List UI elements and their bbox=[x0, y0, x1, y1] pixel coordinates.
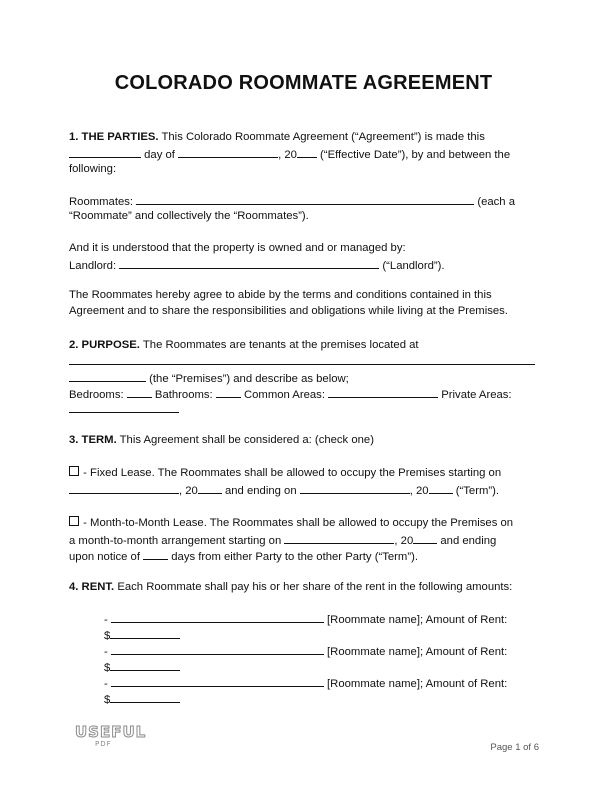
rent-row-dash: - bbox=[104, 646, 108, 658]
owned-line: And it is understood that the property is owned and or managed by: bbox=[69, 242, 406, 254]
parties-line-3: following: bbox=[69, 163, 117, 175]
purpose-address-line bbox=[69, 353, 535, 369]
roommates-label: Roommates: bbox=[69, 196, 134, 208]
rent-row-1 bbox=[104, 611, 507, 627]
landlord-tail: (“Landlord”). bbox=[382, 260, 445, 272]
fixed-ending-text: and ending on bbox=[224, 485, 297, 497]
effective-date-text: (“Effective Date”), by and between the bbox=[320, 149, 511, 161]
parties-line-2 bbox=[69, 146, 510, 162]
fixed-term-text: (“Term”). bbox=[455, 485, 500, 497]
roommates-line bbox=[69, 193, 515, 209]
fixed-end-year-prefix: , 20 bbox=[409, 485, 429, 497]
parties-line-1 bbox=[69, 130, 485, 144]
private-areas-label: Private Areas: bbox=[441, 389, 512, 401]
year-blank[interactable] bbox=[297, 146, 317, 158]
landlord-label: Landlord: bbox=[69, 260, 117, 272]
purpose-text: The Roommates are tenants at the premises located at bbox=[142, 339, 419, 351]
page-number: Page 1 of 6 bbox=[490, 742, 539, 753]
rent-row-2 bbox=[104, 643, 507, 659]
m2m-year-prefix: , 20 bbox=[394, 535, 414, 547]
rent-amount-row-2 bbox=[104, 659, 180, 675]
m2m-start-blank[interactable] bbox=[284, 532, 394, 544]
rent-amount-row-1 bbox=[104, 627, 180, 643]
bathrooms-blank[interactable] bbox=[216, 386, 241, 398]
agree-line-1: The Roommates hereby agree to abide by the terms and conditions contained in this bbox=[69, 289, 492, 301]
m2m-line-3 bbox=[69, 548, 418, 564]
m2m-line-2 bbox=[69, 532, 496, 548]
roommates-tail: (each a bbox=[477, 196, 516, 208]
purpose-line-3 bbox=[69, 370, 349, 386]
common-areas-blank[interactable] bbox=[328, 386, 438, 398]
rent-amount-row-3 bbox=[104, 691, 180, 707]
fixed-start-year-blank[interactable] bbox=[198, 482, 222, 494]
logo-sub-text: PDF bbox=[95, 740, 112, 748]
m2m-text: - Month-to-Month Lease. The Roommates shall be allowed to occupy the Premises on bbox=[83, 517, 514, 529]
logo-main-text: USEFUL bbox=[75, 723, 147, 741]
rent-amount-blank-2[interactable] bbox=[110, 659, 180, 671]
rent-amount-blank-3[interactable] bbox=[110, 691, 180, 703]
roommates-blank[interactable] bbox=[136, 193, 474, 205]
premises-text: (the “Premises”) and describe as below; bbox=[149, 373, 349, 385]
document-title: COLORADO ROOMMATE AGREEMENT bbox=[114, 72, 493, 94]
rooms-line bbox=[69, 386, 512, 402]
private-areas-line bbox=[69, 401, 179, 417]
agree-line-2: Agreement and to share the responsibilities and obligations while living at the Premises. bbox=[69, 305, 508, 317]
term-line-1 bbox=[69, 433, 374, 447]
dollar-sign: $ bbox=[104, 630, 111, 642]
fixed-end-blank[interactable] bbox=[300, 482, 410, 494]
m2m-line-1 bbox=[69, 516, 513, 530]
roommate-name-blank-2[interactable] bbox=[111, 643, 324, 655]
roommates-line-2: “Roommate” and collectively the “Roommates”). bbox=[69, 210, 309, 222]
dollar-sign: $ bbox=[104, 694, 111, 706]
rent-row-label: [Roommate name]; Amount of Rent: bbox=[327, 678, 508, 690]
term-text: This Agreement shall be considered a: (check one) bbox=[119, 434, 374, 446]
month-blank[interactable] bbox=[178, 146, 278, 158]
parties-heading: 1. THE PARTIES. bbox=[69, 131, 159, 143]
common-areas-label: Common Areas: bbox=[243, 389, 325, 401]
fixed-lease-line-1 bbox=[69, 466, 501, 480]
rent-amount-blank-1[interactable] bbox=[110, 627, 180, 639]
m2m-arrangement-text: a month-to-month arrangement starting on bbox=[69, 535, 282, 547]
purpose-line-1 bbox=[69, 338, 419, 352]
m2m-ending-text: and ending bbox=[440, 535, 497, 547]
year-prefix: , 20 bbox=[278, 149, 297, 161]
landlord-line bbox=[69, 257, 445, 273]
rent-row-dash: - bbox=[104, 614, 108, 626]
purpose-heading: 2. PURPOSE. bbox=[69, 339, 140, 351]
rent-line-1 bbox=[69, 580, 512, 594]
rent-row-3 bbox=[104, 675, 507, 691]
rent-row-label: [Roommate name]; Amount of Rent: bbox=[327, 614, 508, 626]
fixed-lease-checkbox[interactable] bbox=[69, 466, 79, 476]
parties-text: This Colorado Roommate Agreement (“Agreement”) is made this bbox=[161, 131, 485, 143]
rent-heading: 4. RENT. bbox=[69, 581, 115, 593]
m2m-year-blank[interactable] bbox=[413, 532, 437, 544]
notice-text: upon notice of bbox=[69, 551, 140, 563]
landlord-blank[interactable] bbox=[119, 257, 379, 269]
day-blank[interactable] bbox=[69, 146, 141, 158]
roommate-name-blank-3[interactable] bbox=[111, 675, 324, 687]
fixed-start-year-prefix: , 20 bbox=[179, 485, 198, 497]
fixed-end-year-blank[interactable] bbox=[429, 482, 453, 494]
bedrooms-blank[interactable] bbox=[127, 386, 152, 398]
fixed-start-blank[interactable] bbox=[69, 482, 179, 494]
m2m-lease-checkbox[interactable] bbox=[69, 516, 79, 526]
term-heading: 3. TERM. bbox=[69, 434, 117, 446]
notice-tail-text: days from either Party to the other Party (“Term”). bbox=[171, 551, 418, 563]
premises-address-blank[interactable] bbox=[69, 353, 535, 365]
day-of-text: day of bbox=[144, 149, 175, 161]
bathrooms-label: Bathrooms: bbox=[154, 389, 213, 401]
premises-address-blank-2[interactable] bbox=[69, 370, 146, 382]
dollar-sign: $ bbox=[104, 662, 111, 674]
private-areas-blank[interactable] bbox=[69, 401, 179, 413]
roommate-name-blank-1[interactable] bbox=[111, 611, 324, 623]
rent-row-dash: - bbox=[104, 678, 108, 690]
fixed-lease-line-2 bbox=[69, 482, 499, 498]
notice-days-blank[interactable] bbox=[143, 548, 168, 560]
usefulpdf-logo bbox=[75, 723, 147, 754]
bedrooms-label: Bedrooms: bbox=[69, 389, 124, 401]
fixed-lease-text: - Fixed Lease. The Roommates shall be allowed to occupy the Premises starting on bbox=[83, 467, 502, 479]
rent-row-label: [Roommate name]; Amount of Rent: bbox=[327, 646, 508, 658]
rent-text: Each Roommate shall pay his or her share of the rent in the following amounts: bbox=[117, 581, 513, 593]
